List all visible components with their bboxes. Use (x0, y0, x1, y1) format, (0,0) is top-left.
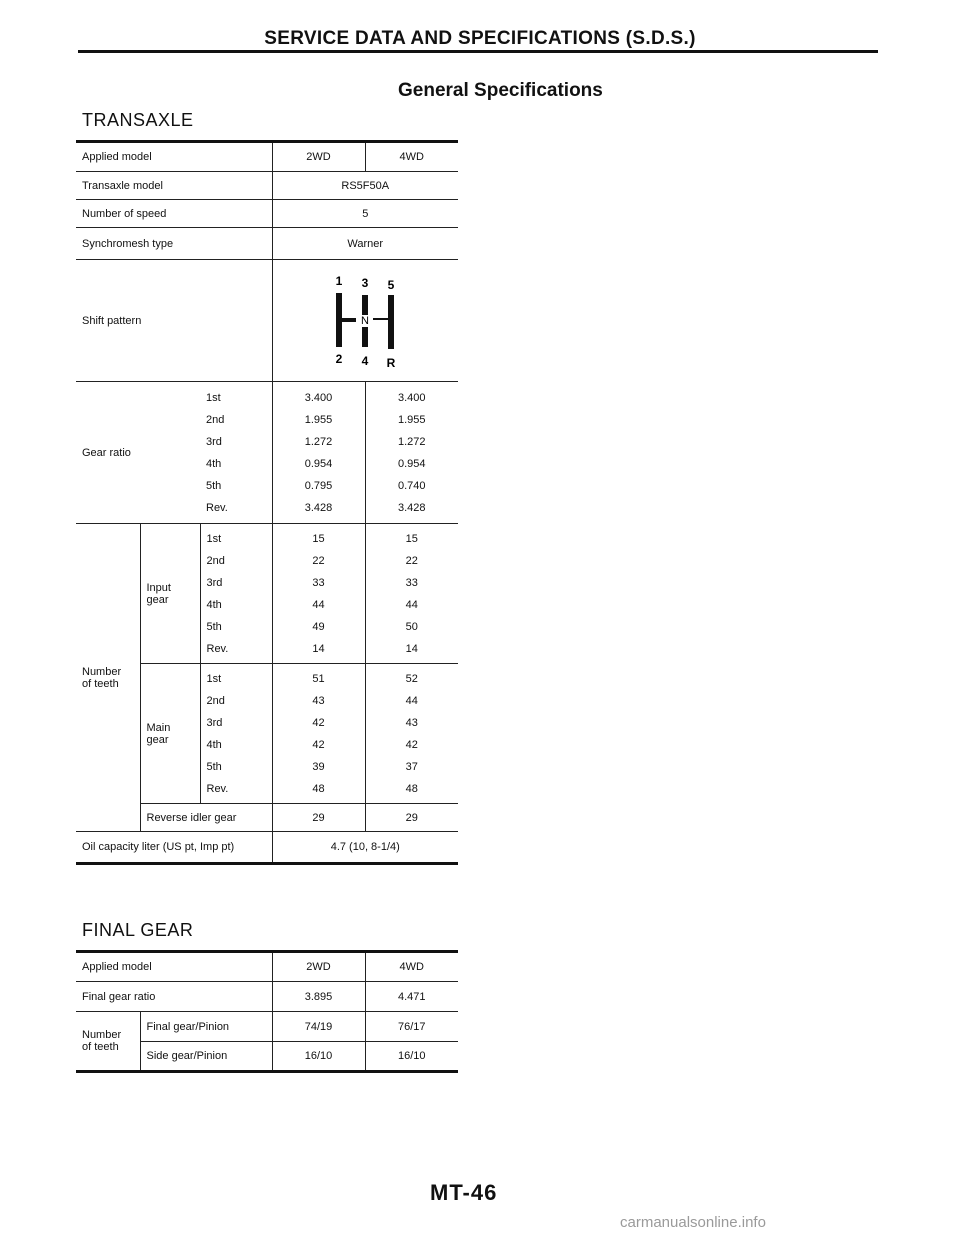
input-4wd-rev: 14 (405, 642, 418, 655)
final-pinion-label: Final gear/Pinion (140, 1012, 272, 1042)
input-4wd-2nd: 22 (405, 554, 418, 567)
final-ratio-row (76, 982, 458, 1012)
input-2wd-1st: 15 (312, 532, 325, 545)
input-gear-4th: 4th (206, 598, 222, 611)
input-2wd-3rd: 33 (312, 576, 325, 589)
reverse-idler-label: Reverse idler gear (140, 804, 272, 832)
header-rule (78, 50, 878, 53)
general-specifications-title: General Specifications (398, 80, 603, 101)
main-2wd-2nd: 43 (312, 694, 325, 707)
transaxle-spec-table (76, 140, 458, 865)
main-gear-rev: Rev. (206, 782, 229, 795)
ratio-4wd-5th: 0.740 (397, 479, 426, 492)
final-pinion-row (76, 1012, 458, 1042)
final-col-2wd-header: 2WD (272, 952, 365, 982)
main-4wd-3rd: 43 (405, 716, 418, 729)
synchromesh-value: Warner (272, 228, 458, 260)
ratio-2wd-rev: 3.428 (304, 501, 333, 514)
main-4wd-rev: 48 (405, 782, 418, 795)
shift-neutral-label: N (361, 314, 370, 327)
synchromesh-row (76, 228, 458, 260)
main-4wd-2nd: 44 (405, 694, 418, 707)
final-ratio-label: Final gear ratio (76, 982, 272, 1012)
transaxle-model-value: RS5F50A (272, 172, 458, 200)
final-pinion-4wd: 76/17 (365, 1012, 458, 1042)
ratio-4wd-rev: 3.428 (397, 501, 426, 514)
side-pinion-label: Side gear/Pinion (140, 1042, 272, 1072)
reverse-idler-2wd: 29 (272, 804, 365, 832)
ratio-4wd-3rd: 1.272 (397, 435, 426, 448)
input-gear-row (76, 524, 458, 664)
input-2wd-rev: 14 (312, 642, 325, 655)
input-gear-1st: 1st (206, 532, 222, 545)
shift-pattern-cell (272, 260, 458, 382)
main-gear-2nd: 2nd (206, 694, 225, 707)
main-4wd (365, 664, 458, 804)
shift-pattern-diagram (305, 271, 425, 371)
ratio-4wd-4th: 0.954 (397, 457, 426, 470)
main-gear-gears (200, 664, 272, 804)
side-pinion-2wd: 16/10 (272, 1042, 365, 1072)
page-header-title: SERVICE DATA AND SPECIFICATIONS (S.D.S.) (264, 28, 696, 49)
final-applied-model-row (76, 952, 458, 982)
ratio-2wd-3rd: 1.272 (304, 435, 333, 448)
oil-capacity-value: 4.7 (10, 8-1/4) (272, 832, 458, 864)
watermark: carmanualsonline.info (620, 1214, 766, 1231)
final-gear-spec-table (76, 950, 458, 1073)
input-4wd-1st: 15 (405, 532, 418, 545)
page-number: MT-46 (430, 1180, 498, 1205)
gear-rev: Rev. (206, 501, 228, 514)
shift-label-2: 2 (335, 351, 343, 366)
number-of-speed-row (76, 200, 458, 228)
final-pinion-2wd: 74/19 (272, 1012, 365, 1042)
transaxle-section-title: TRANSAXLE (82, 110, 194, 130)
gear-2nd: 2nd (206, 413, 225, 426)
main-gear-label: Main gear (140, 664, 200, 804)
gear-5th: 5th (206, 479, 222, 492)
final-col-4wd-header: 4WD (365, 952, 458, 982)
input-2wd (272, 524, 365, 664)
final-gear-section-title: FINAL GEAR (82, 920, 194, 940)
input-4wd-5th: 50 (405, 620, 418, 633)
gear-3rd: 3rd (206, 435, 222, 448)
gear-4th: 4th (206, 457, 222, 470)
shift-label-3: 3 (361, 275, 369, 290)
shift-gate-mid-bottom (362, 327, 368, 347)
final-number-of-teeth-label: Number of teeth (76, 1012, 140, 1072)
ratio-4wd-2nd: 1.955 (397, 413, 426, 426)
input-4wd-3rd: 33 (405, 576, 418, 589)
final-ratio-4wd: 4.471 (365, 982, 458, 1012)
main-2wd-5th: 39 (312, 760, 325, 773)
gear-ratio-4wd (365, 382, 458, 524)
oil-capacity-row (76, 832, 458, 864)
input-gear-5th: 5th (206, 620, 222, 633)
input-2wd-4th: 44 (312, 598, 325, 611)
transaxle-model-label: Transaxle model (76, 172, 272, 200)
input-gear-rev: Rev. (206, 642, 229, 655)
shift-label-1: 1 (335, 273, 343, 288)
applied-model-row (76, 142, 458, 172)
gear-1st: 1st (206, 391, 221, 404)
shift-label-r: R (386, 355, 396, 370)
main-2wd (272, 664, 365, 804)
gear-ratio-2wd (272, 382, 365, 524)
main-4wd-5th: 37 (405, 760, 418, 773)
gear-ratio-label: Gear ratio (76, 382, 200, 524)
input-2wd-2nd: 22 (312, 554, 325, 567)
shift-label-5: 5 (387, 277, 395, 292)
synchromesh-label: Synchromesh type (76, 228, 272, 260)
main-4wd-1st: 52 (405, 672, 418, 685)
ratio-2wd-1st: 3.400 (304, 391, 333, 404)
main-2wd-3rd: 42 (312, 716, 325, 729)
shift-gate-left (336, 293, 342, 347)
shift-crossbar-left (342, 318, 356, 322)
shift-pattern-label: Shift pattern (76, 260, 272, 382)
col-4wd-header: 4WD (365, 142, 458, 172)
shift-label-4: 4 (361, 353, 369, 368)
input-gear-2nd: 2nd (206, 554, 225, 567)
main-gear-3rd: 3rd (206, 716, 223, 729)
main-2wd-4th: 42 (312, 738, 325, 751)
shift-gate-mid-top (362, 295, 368, 315)
ratio-2wd-5th: 0.795 (304, 479, 333, 492)
input-gear-label: Input gear (140, 524, 200, 664)
main-gear-4th: 4th (206, 738, 222, 751)
number-of-teeth-label: Number of teeth (76, 524, 140, 832)
input-4wd-4th: 44 (405, 598, 418, 611)
transaxle-model-row (76, 172, 458, 200)
gear-ratio-row (76, 382, 458, 524)
input-2wd-5th: 49 (312, 620, 325, 633)
oil-capacity-label: Oil capacity liter (US pt, Imp pt) (76, 832, 272, 864)
final-applied-model-label: Applied model (76, 952, 272, 982)
reverse-idler-4wd: 29 (365, 804, 458, 832)
input-gear-3rd: 3rd (206, 576, 223, 589)
gear-ratio-gears (200, 382, 272, 524)
ratio-2wd-4th: 0.954 (304, 457, 333, 470)
main-2wd-rev: 48 (312, 782, 325, 795)
main-gear-5th: 5th (206, 760, 222, 773)
input-gear-gears (200, 524, 272, 664)
main-gear-1st: 1st (206, 672, 222, 685)
shift-gate-right (388, 295, 394, 349)
applied-model-label: Applied model (76, 142, 272, 172)
ratio-4wd-1st: 3.400 (397, 391, 426, 404)
number-of-speed-label: Number of speed (76, 200, 272, 228)
main-2wd-1st: 51 (312, 672, 325, 685)
input-4wd (365, 524, 458, 664)
ratio-2wd-2nd: 1.955 (304, 413, 333, 426)
final-ratio-2wd: 3.895 (272, 982, 365, 1012)
main-4wd-4th: 42 (405, 738, 418, 751)
side-pinion-4wd: 16/10 (365, 1042, 458, 1072)
col-2wd-header: 2WD (272, 142, 365, 172)
shift-crossbar-right (373, 318, 388, 320)
number-of-speed-value: 5 (272, 200, 458, 228)
shift-pattern-row (76, 260, 458, 382)
